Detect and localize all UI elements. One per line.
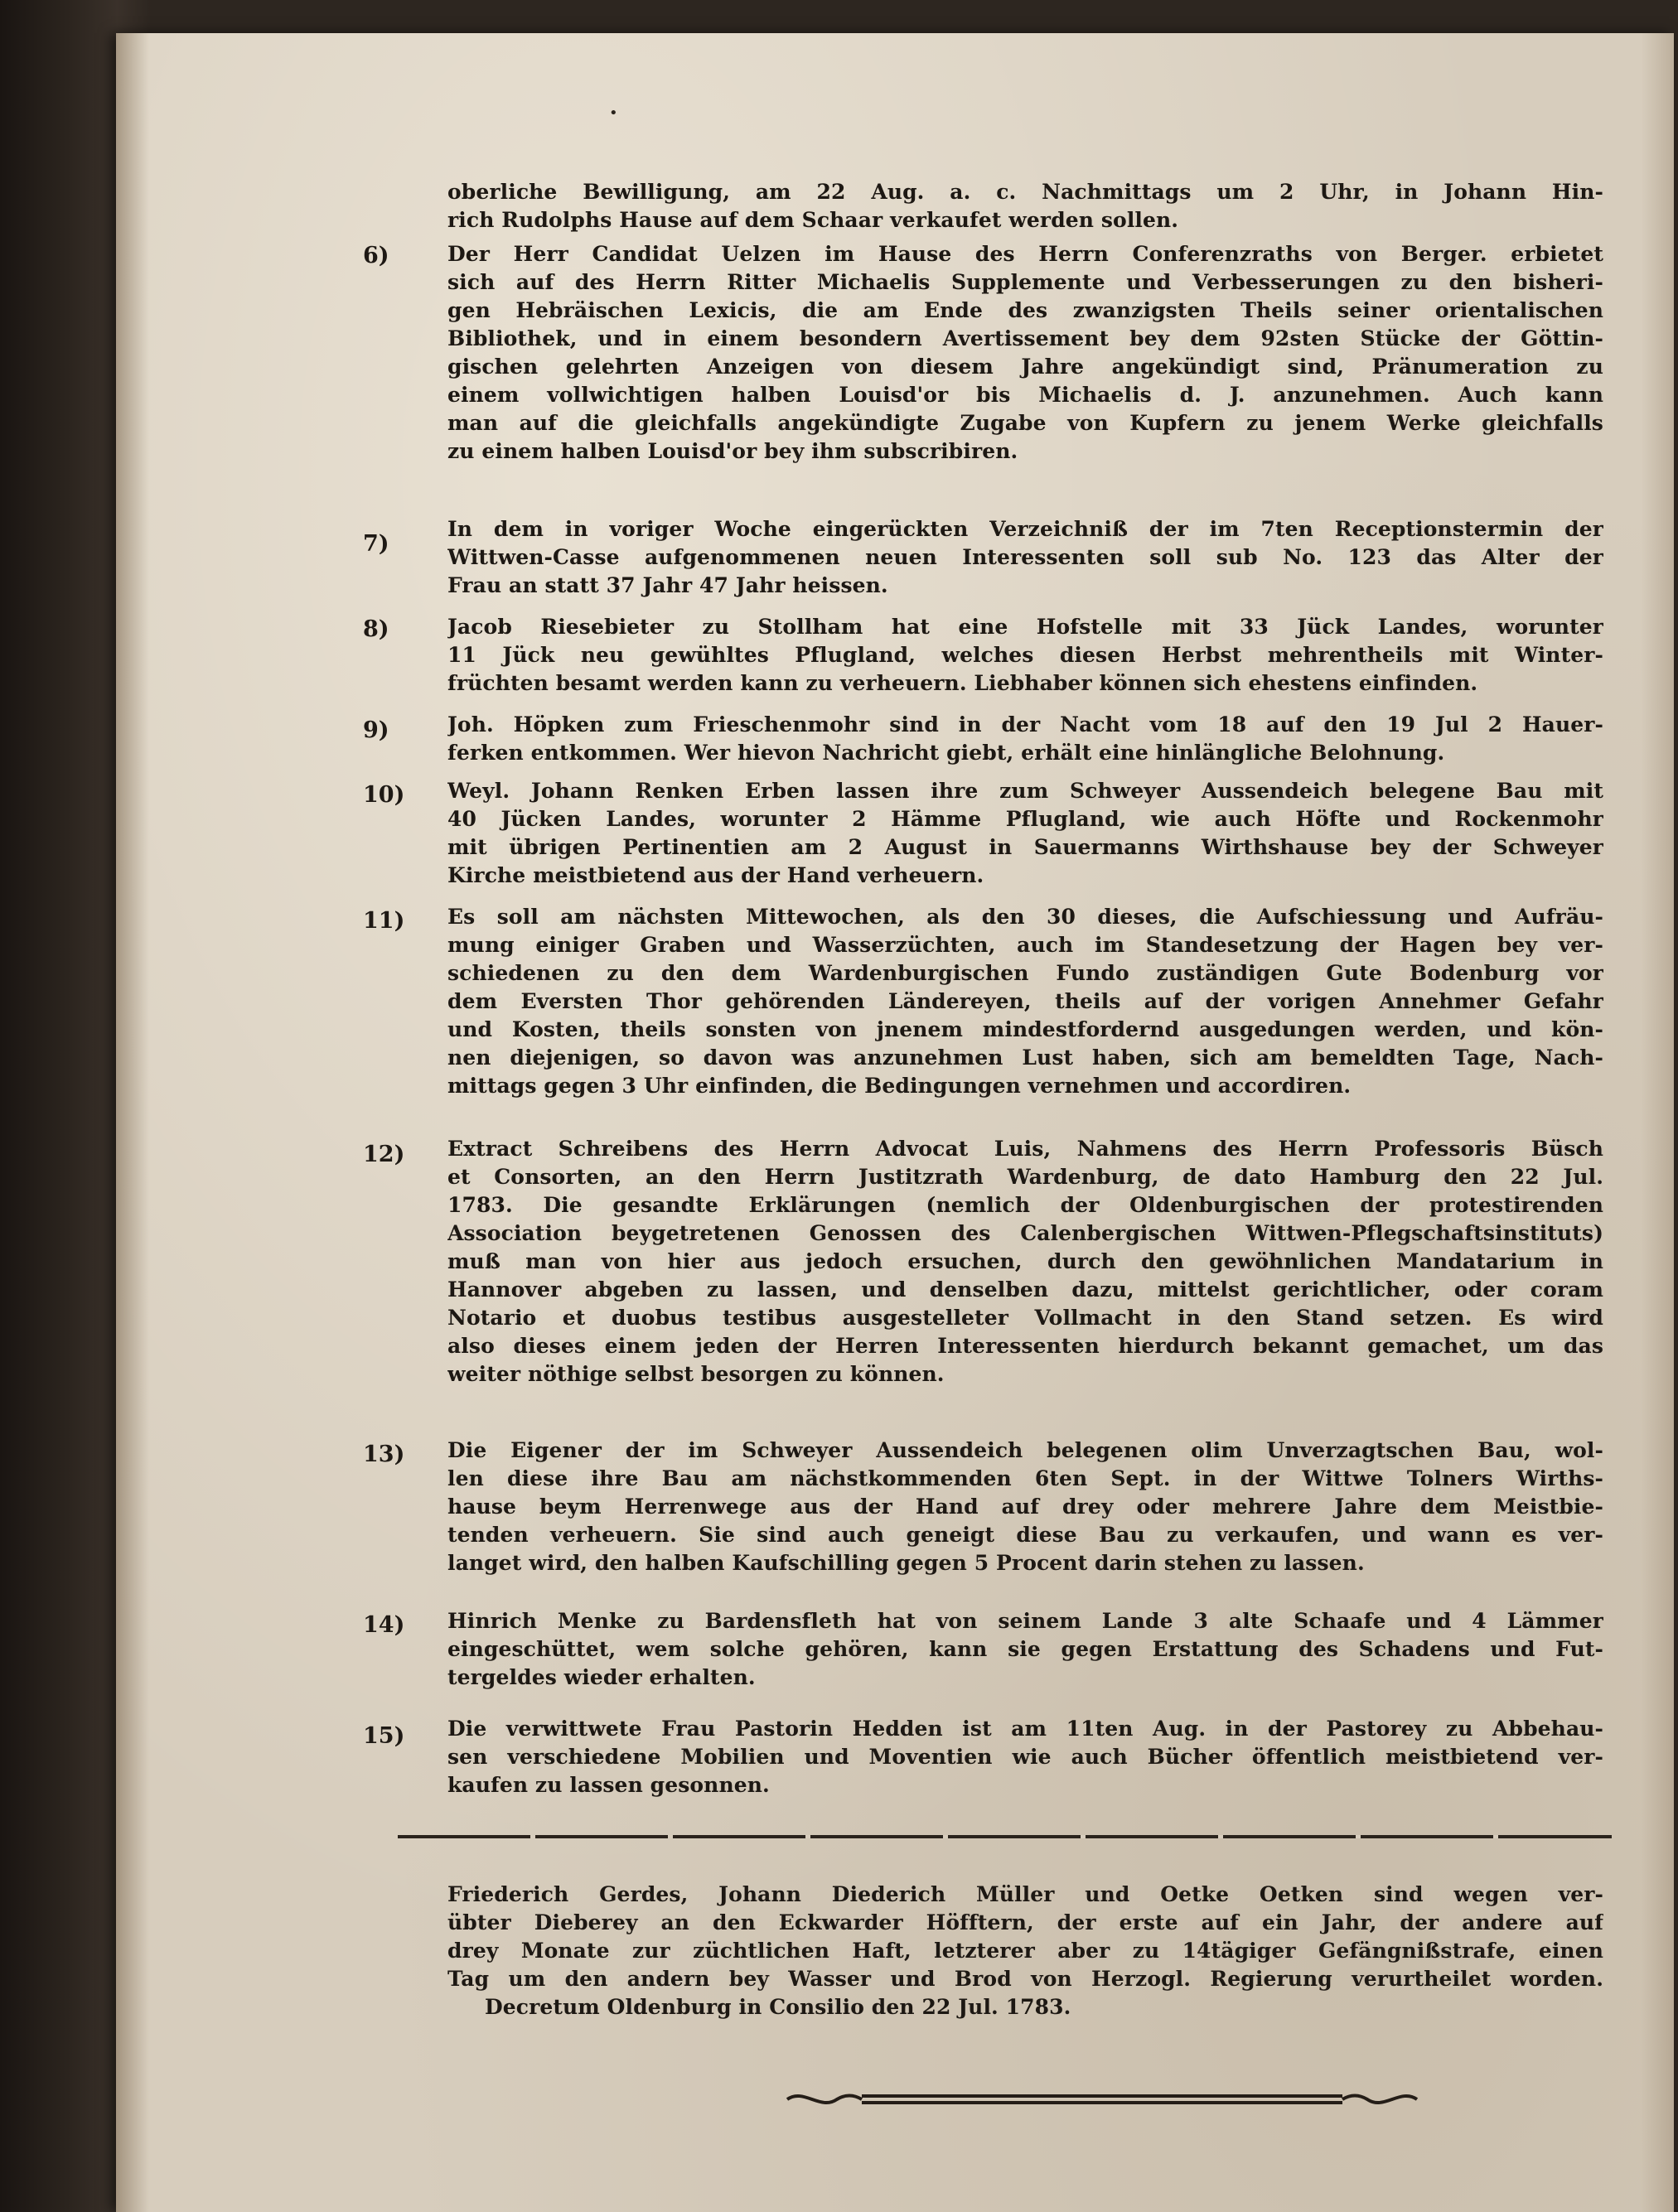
item-line: langet wird, den halben Kaufschilling gegen 5 Procent darin stehen zu lassen. [447,1551,1365,1575]
item-line: 40 Jücken Landes, worunter 2 Hämme Pflugland, wie auch Höfte und Rockenmohr [447,807,1603,831]
item-line: muß man von hier aus jedoch ersuchen, durch den gewöhnlichen Mandatarium in [447,1249,1603,1273]
item-line: weiter nöthige selbst besorgen zu können. [447,1362,945,1386]
item-number: 11) [363,908,405,934]
item-line: nen diejenigen, so davon was anzunehmen Lust haben, sich am bemeldten Tage, Nach- [447,1046,1603,1070]
item-line: tenden verheuern. Sie sind auch geneigt diese Bau zu verkaufen, und wann es ver- [447,1523,1603,1547]
item-line: 1783. Die gesandte Erklärungen (nemlich der Oldenburgischen der protestirenden [447,1193,1603,1217]
item-line: Wittwen-Casse aufgenommenen neuen Interessenten soll sub No. 123 das Alter der [447,545,1603,569]
item-number: 6) [363,243,389,268]
item-line: len diese ihre Bau am nächstkommenden 6ten Sept. in der Wittwe Tolners Wirths- [447,1466,1603,1490]
item-line: Die verwittwete Frau Pastorin Hedden ist am 11ten Aug. in der Pastorey zu Abbehau- [447,1717,1603,1741]
item-line: sen verschiedene Mobilien und Moventien wie auch Bücher öffentlich meistbietend ver- [447,1745,1603,1769]
page-edge [1641,33,1674,2212]
item-line: man auf die gleichfalls angekündigte Zugabe von Kupfern zu jenem Werke gleichfalls [447,411,1603,435]
ornament-vignette-icon [779,2088,1425,2111]
item-line: sich auf des Herrn Ritter Michaelis Supplemente und Verbesserungen zu den bisheri- [447,270,1603,294]
item-line: früchten besamt werden kann zu verheuern. Liebhaber können sich ehestens einfinden. [447,671,1478,695]
continuation-line: rich Rudolphs Hause auf dem Schaar verkaufet werden sollen. [447,208,1179,232]
item-line: dem Eversten Thor gehörenden Ländereyen, theils auf der vorigen Annehmer Gefahr [447,989,1603,1013]
top-dot: • [609,104,618,122]
item-number: 14) [363,1612,405,1638]
verdict-line: Decretum Oldenburg in Consilio den 22 Jul. 1783. [485,1995,1071,2019]
item-number: 7) [363,531,389,557]
item-line: ferken entkommen. Wer hievon Nachricht giebt, erhält eine hinlängliche Belohnung. [447,741,1445,765]
item-line: Frau an statt 37 Jahr 47 Jahr heissen. [447,573,888,597]
item-line: und Kosten, theils sonsten von jnenem mindestfordernd ausgedungen werden, und kön- [447,1017,1603,1041]
continuation-line: oberliche Bewilligung, am 22 Aug. a. c. Nachmittags um 2 Uhr, in Johann Hin- [447,180,1603,204]
item-line: Hinrich Menke zu Bardensfleth hat von seinem Lande 3 alte Schaafe und 4 Lämmer [447,1609,1603,1633]
verdict-line: drey Monate zur züchtlichen Haft, letzterer aber zu 14tägiger Gefängnißstrafe, einen [447,1939,1603,1963]
item-number: 15) [363,1723,405,1749]
item-line: schiedenen zu den dem Wardenburgischen Fundo zuständigen Gute Bodenburg vor [447,961,1603,985]
item-line: Weyl. Johann Renken Erben lassen ihre zum Schweyer Aussendeich belegene Bau mit [447,779,1603,803]
item-line: Association beygetretenen Genossen des Calenbergischen Wittwen-Pflegschaftsinstituts) [447,1221,1603,1245]
item-line: einem vollwichtigen halben Louisd'or bis Michaelis d. J. anzunehmen. Auch kann [447,383,1603,407]
item-line: Notario et duobus testibus ausgestelleter Vollmacht in den Stand setzen. Es wird [447,1306,1603,1330]
item-line: mittags gegen 3 Uhr einfinden, die Bedingungen vernehmen und accordiren. [447,1074,1352,1098]
item-line: In dem in voriger Woche eingerückten Verzeichniß der im 7ten Receptionstermin der [447,517,1603,541]
item-number: 13) [363,1442,405,1467]
item-number: 10) [363,782,405,808]
verdict-line: Tag um den andern bey Wasser und Brod von Herzogl. Regierung verurtheilet worden. [447,1967,1603,1991]
item-line: Der Herr Candidat Uelzen im Hause des Herrn Conferenzraths von Berger. erbietet [447,242,1603,266]
document-page [116,33,1674,2212]
item-line: Jacob Riesebieter zu Stollham hat eine Hofstelle mit 33 Jück Landes, worunter [447,615,1603,639]
item-line: Extract Schreibens des Herrn Advocat Luis, Nahmens des Herrn Professoris Büsch [447,1137,1603,1161]
item-line: Die Eigener der im Schweyer Aussendeich belegenen olim Unverzagtschen Bau, wol- [447,1438,1603,1462]
item-number: 9) [363,717,389,743]
verdict-line: übter Dieberey an den Eckwarder Höfftern, der erste auf ein Jahr, der andere auf [447,1910,1603,1934]
item-line: also dieses einem jeden der Herren Interessenten hierdurch bekannt gemachet, um das [447,1334,1603,1358]
item-line: Bibliothek, und in einem besondern Avertissement bey dem 92sten Stücke der Göttin- [447,326,1603,350]
item-line: tergeldes wieder erhalten. [447,1665,756,1689]
item-number: 12) [363,1142,405,1167]
verdict-line: Friederich Gerdes, Johann Diederich Müller und Oetke Oetken sind wegen ver- [447,1882,1603,1906]
item-line: kaufen zu lassen gesonnen. [447,1773,770,1797]
item-line: zu einem halben Louisd'or bey ihm subscribiren. [447,439,1018,463]
item-line: Kirche meistbietend aus der Hand verheuern. [447,863,984,887]
item-line: Hannover abgeben zu lassen, und denselben dazu, mittelst gerichtlicher, oder coram [447,1277,1603,1302]
item-number: 8) [363,616,389,642]
item-line: et Consorten, an den Herrn Justitzrath Wardenburg, de dato Hamburg den 22 Jul. [447,1165,1603,1189]
separator-rule [398,1835,1612,1838]
item-line: Joh. Höpken zum Frieschenmohr sind in der Nacht vom 18 auf den 19 Jul 2 Hauer- [447,712,1603,737]
item-line: gischen gelehrten Anzeigen von diesem Jahre angekündigt sind, Pränumeration zu [447,355,1603,379]
item-line: 11 Jück neu gewühltes Pflugland, welches diesen Herbst mehrentheils mit Winter- [447,643,1603,667]
item-line: mung einiger Graben und Wasserzüchten, auch im Standesetzung der Hagen bey ver- [447,933,1603,957]
item-line: mit übrigen Pertinentien am 2 August in Sauermanns Wirthshause bey der Schweyer [447,835,1603,859]
item-line: hause beym Herrenwege aus der Hand auf drey oder mehrere Jahre dem Meistbie- [447,1495,1603,1519]
item-line: Es soll am nächsten Mittewochen, als den 30 dieses, die Aufschiessung und Aufräu- [447,905,1603,929]
item-line: gen Hebräischen Lexicis, die am Ende des zwanzigsten Theils seiner orientalischen [447,298,1603,322]
item-line: eingeschüttet, wem solche gehören, kann sie gegen Erstattung des Schadens und Fut- [447,1637,1603,1661]
